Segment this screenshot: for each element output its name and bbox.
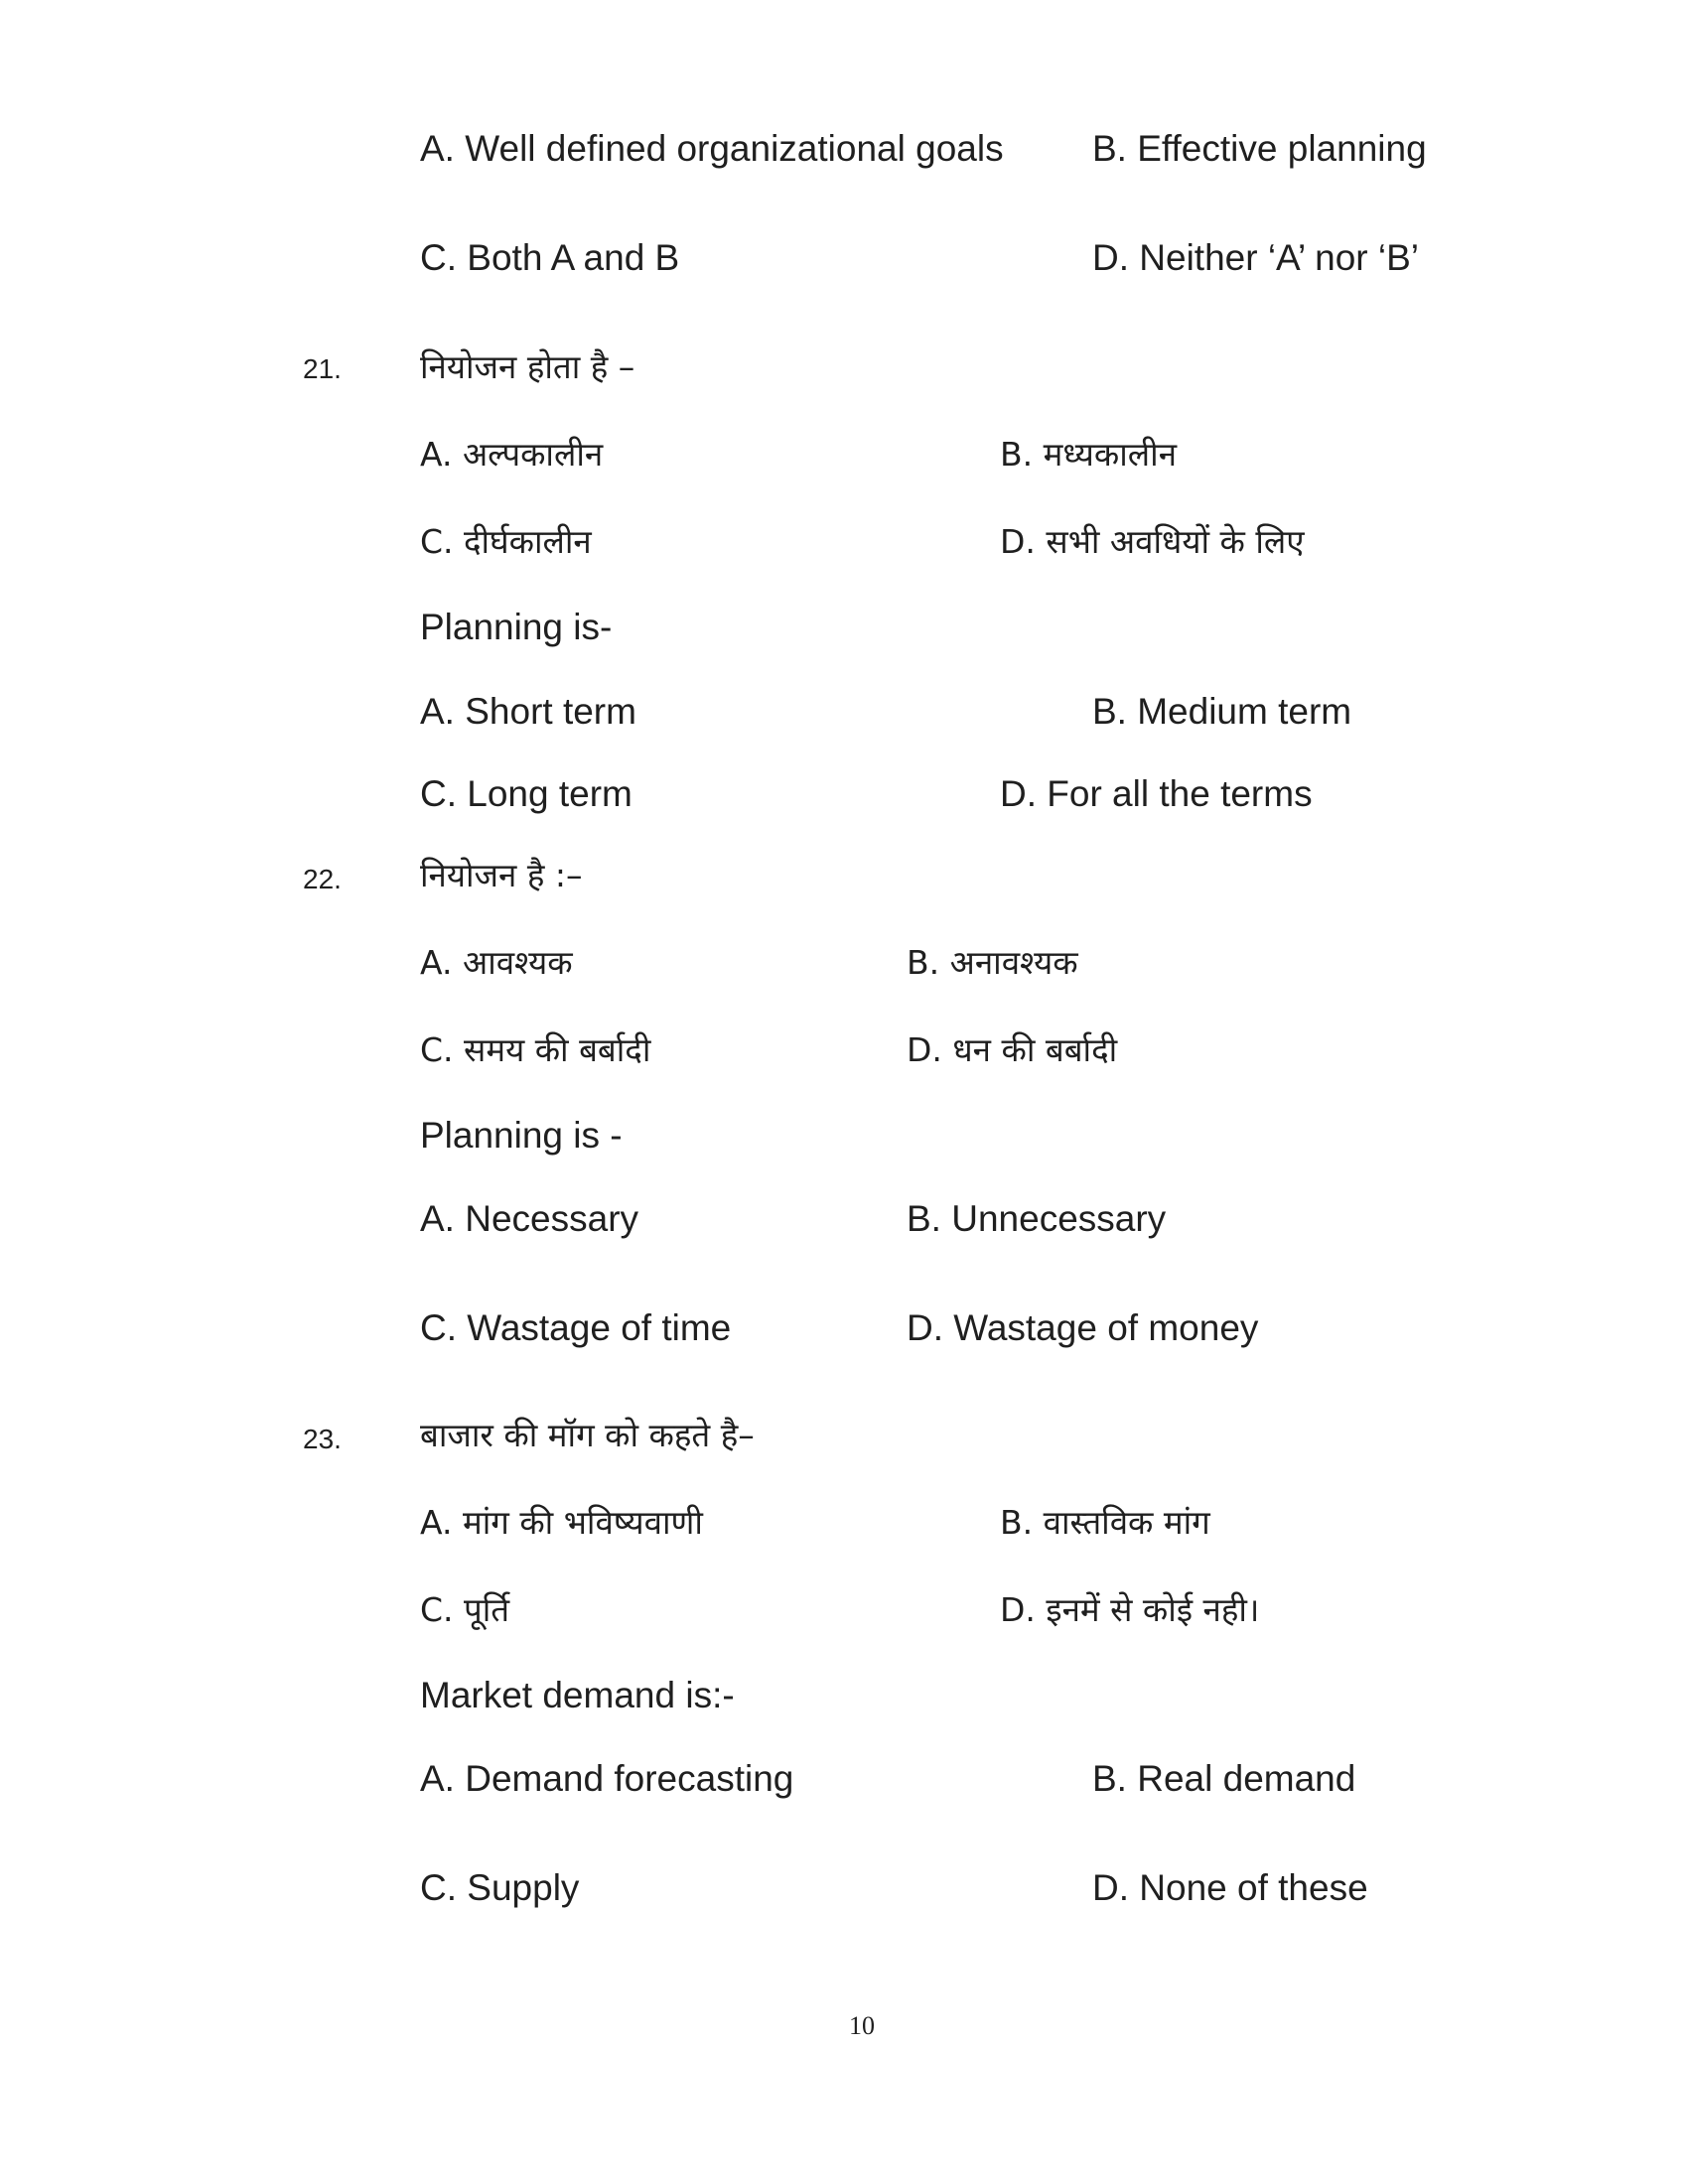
question-text-english: Planning is- xyxy=(420,607,613,647)
option-english-d: D. For all the terms xyxy=(1000,773,1313,814)
option-english-b: B. Medium term xyxy=(1092,691,1352,732)
option-hindi-a: A. आवश्यक xyxy=(420,943,573,982)
option-english-b: B. Unnecessary xyxy=(907,1198,1167,1239)
option-english-a: A. Demand forecasting xyxy=(420,1758,794,1799)
option-english-a: A. Short term xyxy=(420,691,636,732)
page-number: 10 xyxy=(849,2011,875,2040)
option-hindi-d: D. धन की बर्बादी xyxy=(907,1030,1118,1069)
option-english-d: D. Wastage of money xyxy=(907,1307,1259,1348)
option-english-b: B. Real demand xyxy=(1092,1758,1356,1799)
option-hindi-d: D. इनमें से कोई नही। xyxy=(1000,1590,1260,1629)
question-text-english: Planning is - xyxy=(420,1115,623,1156)
option-hindi-c: C. पूर्ति xyxy=(420,1590,510,1629)
option-hindi-b: B. मध्यकालीन xyxy=(1000,435,1178,474)
option-hindi-a: A. मांग की भविष्यवाणी xyxy=(420,1503,703,1542)
option-english-c: C. Supply xyxy=(420,1867,580,1908)
option-english-d: D. None of these xyxy=(1092,1867,1368,1908)
option-english-c: C. Long term xyxy=(420,773,633,814)
option-english-c: C. Wastage of time xyxy=(420,1307,732,1348)
question-text-hindi: बाजार की मॉग को कहते है– xyxy=(420,1416,755,1454)
question-number: 23. xyxy=(303,1424,342,1454)
q20-option-a: A. Well defined organizational goals xyxy=(420,128,1004,169)
question-number: 21. xyxy=(303,353,342,384)
question-text-hindi: नियोजन होता है – xyxy=(420,347,635,386)
option-hindi-d: D. सभी अवधियों के लिए xyxy=(1000,522,1305,561)
q20-option-b: B. Effective planning xyxy=(1092,128,1427,169)
q20-option-d: D. Neither ‘A’ nor ‘B’ xyxy=(1092,237,1419,278)
option-hindi-c: C. समय की बर्बादी xyxy=(420,1030,651,1069)
question-text-hindi: नियोजन है :– xyxy=(420,856,583,894)
option-english-a: A. Necessary xyxy=(420,1198,639,1239)
option-hindi-c: C. दीर्घकालीन xyxy=(420,522,592,561)
option-hindi-b: B. अनावश्यक xyxy=(907,943,1078,982)
question-text-english: Market demand is:- xyxy=(420,1675,735,1715)
option-hindi-b: B. वास्तविक मांग xyxy=(1000,1503,1210,1542)
question-number: 22. xyxy=(303,864,342,894)
q20-option-c: C. Both A and B xyxy=(420,237,680,278)
option-hindi-a: A. अल्पकालीन xyxy=(420,435,604,474)
